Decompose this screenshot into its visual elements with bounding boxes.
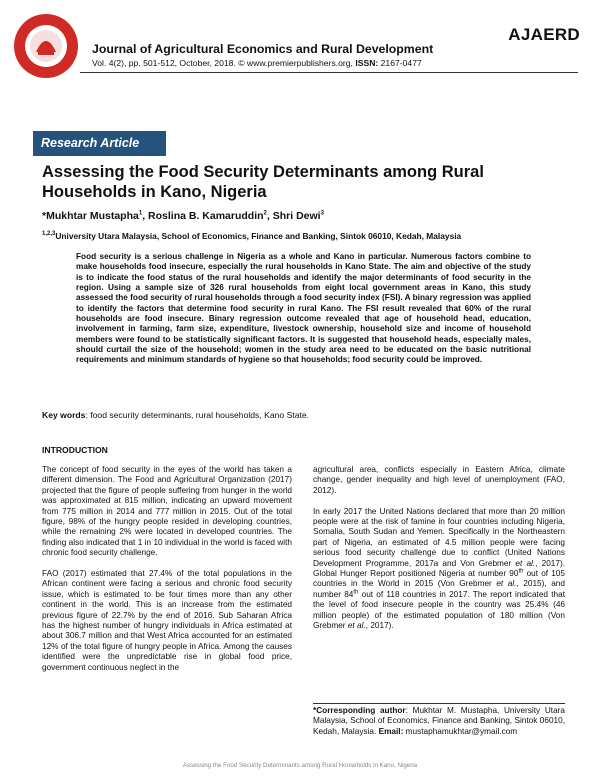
paragraph: agricultural area, conflicts especially in Eastern Africa, climate change, gender inequality and high level of unemployment (FAO, 2012).: [313, 465, 565, 495]
page-footer: Assessing the Food Security Determinants among Rural Households in Kano, Nigeria: [182, 762, 418, 769]
author-list: *Mukhtar Mustapha$^1$, Roslina B. Kamaruddin$^2$, Shri Dewi$^3$: [42, 210, 324, 222]
article-title: Assessing the Food Security Determinants among Rural Households in Kano, Nigeria: [42, 163, 484, 201]
article-type-badge: Research Article: [33, 131, 166, 156]
journal-acronym: AJAERD: [508, 25, 580, 44]
journal-volume-info: Vol. 4(2), pp. 501-512, October, 2018. © www.premierpublishers.org, ISSN: 2167-0477: [92, 58, 422, 68]
keywords: Key words: food security determinants, rural households, Kano State.: [42, 410, 310, 420]
corresponding-author-note: *Corresponding author: Mukhtar M. Mustapha, University Utara Malaysia, School of Economics, Finance and Banking, Sintok 06010, Kedah, Malaysia. Email: mustaphamukhtar@ymail.com: [313, 706, 565, 736]
author-name: Shri Dewi: [272, 210, 321, 222]
right-column: [313, 465, 565, 642]
author-email[interactable]: mustaphamukhtar@ymail.com: [405, 726, 518, 736]
paragraph: The concept of food security in the eyes of the world has taken a different dimension. The Food and Agricultural Organization (2017) projected that the figure of people suffering from hunger in the world was approximated at 815 million, indicating an upward movement from 775 million in 2014 and 777 million in 2015. Out of the total figure, 98% of the hungry people resided in developing countries, while the remaining 2% were located in developed countries. The finding also indicated that 1 in 10 individual in the world is faced with chronic food security challenge.: [42, 465, 292, 558]
author-name: *Mukhtar Mustapha: [42, 210, 139, 222]
author-name: Roslina B. Kamaruddin: [148, 210, 264, 222]
abstract-text: Food security is a serious challenge in Nigeria as a whole and Kano in particular. Numerous factors combine to make households food insecure, especially the rural households in Kano State. The aim and objective of the study is to indicate the food status of the rural households and identify the major determinants of food security in the region. Using a sample size of 326 rural households from eight local government areas in Kano, this study assessed the food security of rural households through a food security index (FSI). A binary regression was applied to identify the factors that determine food security in rural Kano. The FSI result revealed that 60% of the rural households are food insecure. Binary regression outcome revealed that age of household head, education, involvement in farming, farm size, expenditure, livestock ownership, household size and income of household members were found to be statistically significant factors. It is suggested that household heads, especially males, should curtail the size of the household; women in the study area need to be educated on the basic nutritional requirements and minimum standards of hygiene so that households; food security could be improved.: [76, 252, 531, 365]
section-heading-introduction: INTRODUCTION: [42, 445, 108, 455]
author-affiliation: $^{1,2,3}$University Utara Malaysia, School of Economics, Finance and Banking, Sintok 06010, Kedah, Malaysia: [42, 231, 462, 241]
left-column: [42, 465, 292, 684]
journal-name: Journal of Agricultural Economics and Rural Development: [92, 42, 434, 56]
paragraph: In early 2017 the United Nations declared that more than 20 million people were at the risk of famine in four countries including Nigeria, Somalia, South Sudan and Yemen. Specifically in the Northeastern part of Nigeria, an estimated of 4.5 million people were facing serious food security challenge due to conflict (United Nations Development Programme, 2017a and Von Grebmer et al., 2017). Global Hunger Report positioned Nigeria at number 90th out of 105 countries in the World in 2015 (Von Grebmer et al., 2015), and number 84th out of 118 countries in 2017. The report indicated that the level of food insecure people in the country was 25.4% (46 million people) of the estimated population of 180 million (Von Grebmer et al., 2017).: [313, 506, 565, 631]
header-divider: [80, 72, 578, 73]
paragraph: FAO (2017) estimated that 27.4% of the total populations in the African continent were facing a serious and chronic food security issue, which is estimated to be four times more than any other continent in the world. This is an increase from the estimated previous figure of 22.7% by the end of 2016. Sub Saharan Africa has the highest number of hungry individuals in Africa estimated at about 306.7 million and that West Africa accounted for an estimated 12% of the total figure of hungry people in Africa. Among the causes identified were the unpredictable rise in global food price, government continuous neglect in the: [42, 569, 292, 672]
footnote-divider: [313, 703, 565, 704]
premier-publishers-logo: [12, 12, 80, 80]
